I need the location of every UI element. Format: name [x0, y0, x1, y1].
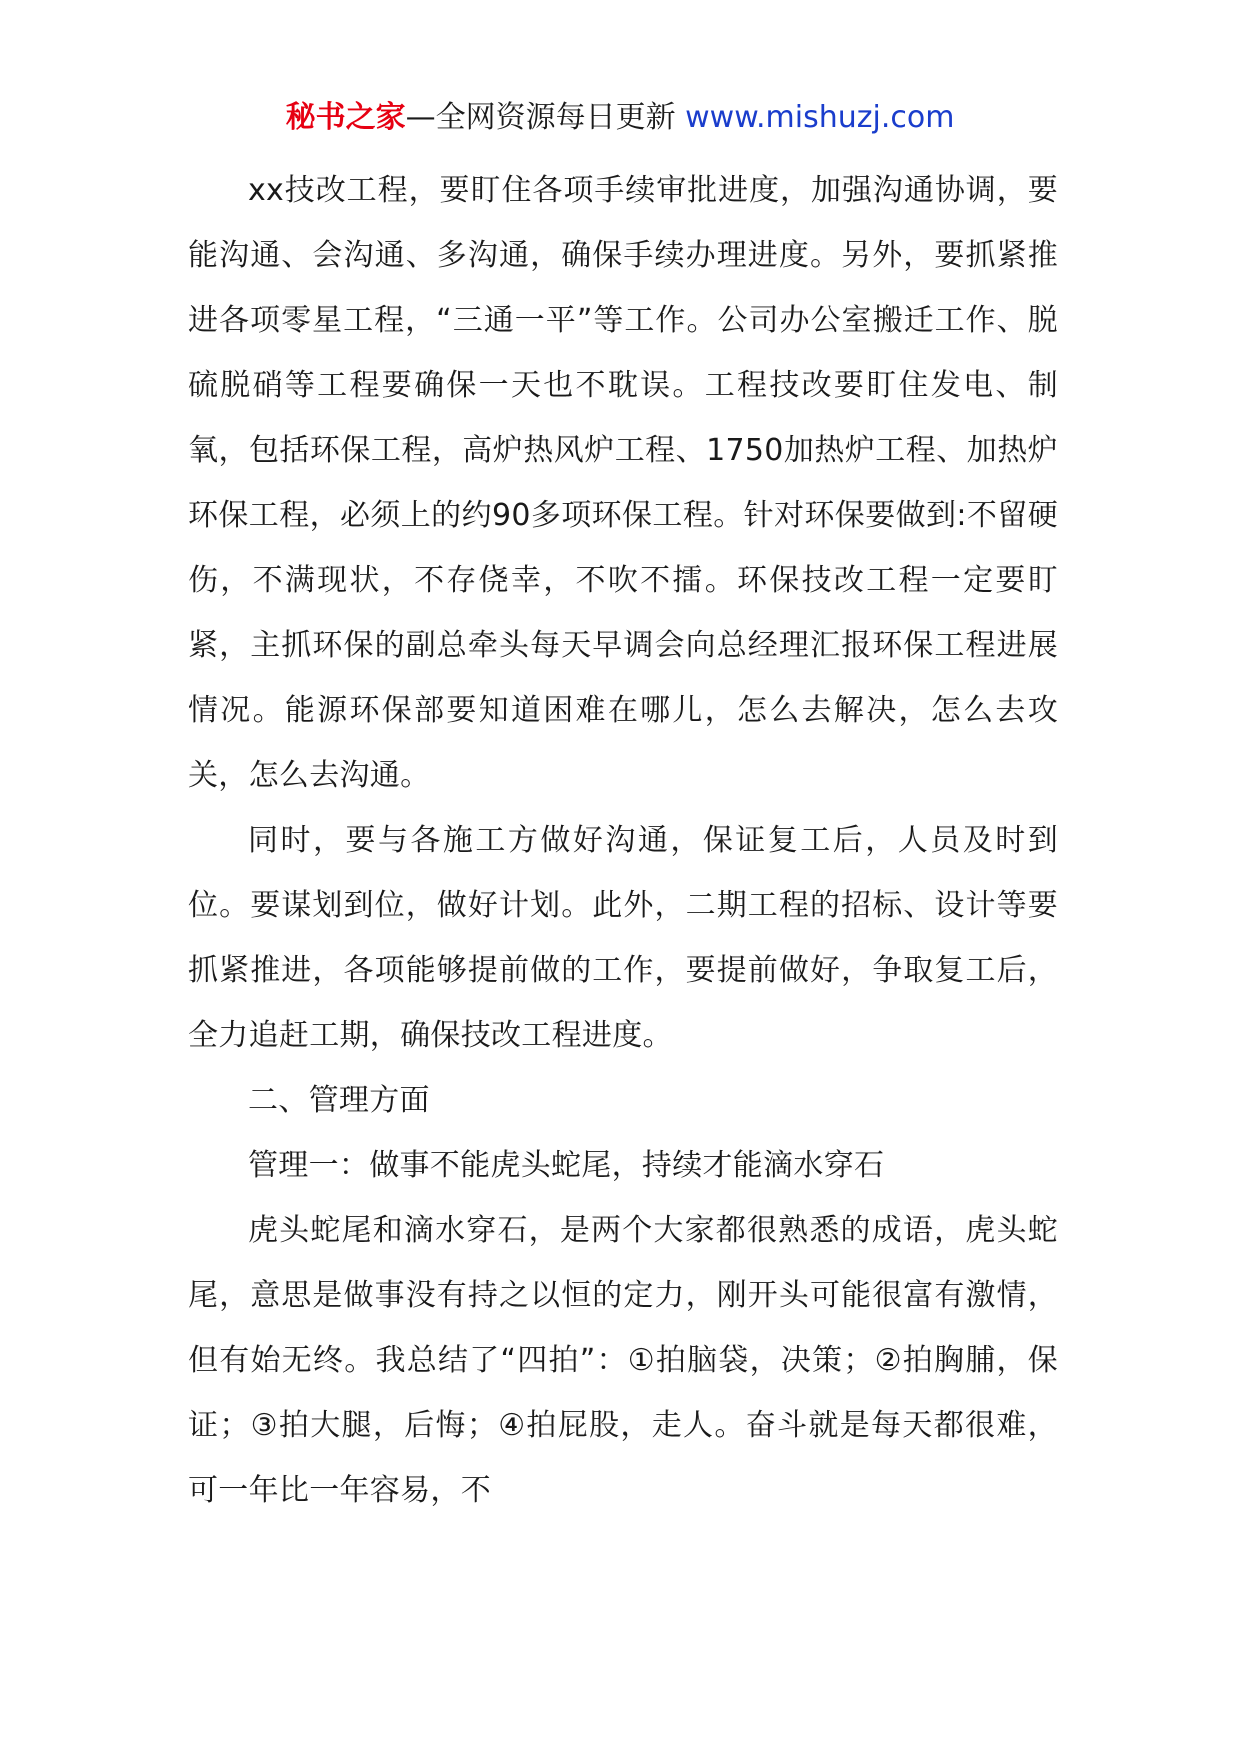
site-header: [0, 98, 1240, 138]
subsection-heading-management-one: 管理一：做事不能虎头蛇尾，持续才能滴水穿石: [248, 1148, 885, 1183]
section-heading-management: 二、管理方面: [248, 1083, 430, 1118]
site-url-link[interactable]: www.mishuzj.com: [685, 100, 955, 135]
document-body: [188, 158, 1058, 1523]
paragraph-persistence: 虎头蛇尾和滴水穿石，是两个大家都很熟悉的成语，虎头蛇尾，意思是做事没有持之以恒的定力，刚开头可能很富有激情，但有始无终。我总结了“四拍”：①拍脑袋，决策；②拍胸脯，保证；③拍大腿，后悔；④拍屁股，走人。奋斗就是每天都很难，可一年比一年容易，不: [188, 1213, 1058, 1508]
brand-name: 秘书之家: [285, 100, 406, 135]
paragraph-technical-renovation: xx技改工程，要盯住各项手续审批进度，加强沟通协调，要能沟通、会沟通、多沟通，确保手续办理进度。另外，要抓紧推进各项零星工程，“三通一平”等工作。公司办公室搬迁工作、脱硫脱硝等工程要确保一天也不耽误。工程技改要盯住发电、制氧，包括环保工程，高炉热风炉工程、1750加热炉工程、加热炉环保工程，必须上的约90多项环保工程。针对环保要做到:不留硬伤，不满现状，不存侥幸，不吹不擂。环保技改工程一定要盯紧，主抓环保的副总牵头每天早调会向总经理汇报环保工程进展情况。能源环保部要知道困难在哪儿，怎么去解决，怎么去攻关，怎么去沟通。: [188, 173, 1058, 793]
header-tagline: —全网资源每日更新: [405, 100, 686, 135]
paragraph-construction-coordination: 同时，要与各施工方做好沟通，保证复工后，人员及时到位。要谋划到位，做好计划。此外，二期工程的招标、设计等要抓紧推进，各项能够提前做的工作，要提前做好，争取复工后，全力追赶工期，确保技改工程进度。: [188, 823, 1058, 1053]
